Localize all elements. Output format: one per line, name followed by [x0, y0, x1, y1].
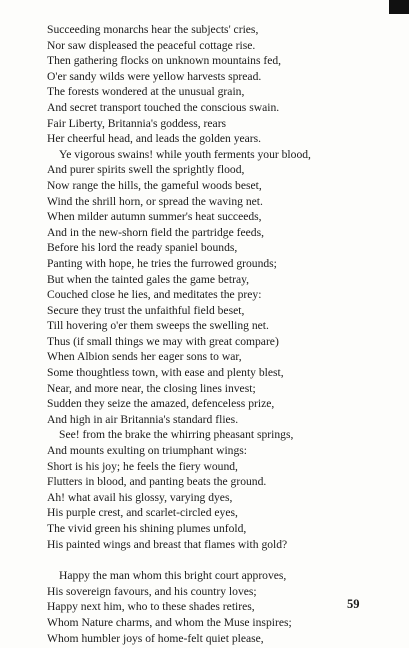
poem-line: And secret transport touched the conscious swain. [47, 100, 280, 114]
page-number: 59 [347, 597, 360, 611]
poem-line: Nor saw displeased the peaceful cottage rise. [47, 38, 256, 52]
poem-line: Near, and more near, the closing lines invest; [47, 381, 256, 395]
poem-line: Then gathering flocks on unknown mountains fed, [47, 54, 282, 68]
poem-line: Wind the shrill horn, or spread the waving net. [47, 194, 263, 208]
poem-line: And mounts exulting on triumphant wings: [47, 444, 247, 458]
poem-line: And purer spirits swell the sprightly flood, [47, 163, 245, 177]
poem-line: Flutters in blood, and panting beats the ground. [47, 475, 267, 489]
poem-line: Panting with hope, he tries the furrowed grounds; [47, 256, 277, 270]
poem-line: Whom Nature charms, and whom the Muse inspires; [47, 615, 292, 629]
stanza-break [47, 552, 387, 568]
poem-line: His sovereign favours, and his country loves; [47, 584, 257, 598]
poem-line: Short is his joy; he feels the fiery wound, [47, 459, 238, 473]
poem-line: Sudden they seize the amazed, defenceless prize, [47, 397, 275, 411]
poem-line: Succeeding monarchs hear the subjects' cries, [47, 23, 259, 36]
poem-line: Secure they trust the unfaithful field beset, [47, 303, 245, 317]
poem-line: Fair Liberty, Britannia's goddess, rears [47, 116, 227, 130]
poem-line: His purple crest, and scarlet-circled eyes, [47, 506, 238, 520]
poem-line: Ye vigorous swains! while youth ferments your blood, [59, 147, 311, 161]
poem-line: Thus (if small things we may with great compare) [47, 334, 279, 348]
poem-line: Some thoughtless town, with ease and plenty blest, [47, 366, 284, 380]
poem-line: Before his lord the ready spaniel bounds, [47, 241, 238, 255]
poem-line: Now range the hills, the gameful woods beset, [47, 178, 262, 192]
poem-line: Till hovering o'er them sweeps the swelling net. [47, 319, 269, 333]
poem-line: Happy the man whom this bright court approves, [59, 569, 287, 583]
poem-line: The vivid green his shining plumes unfold, [47, 522, 247, 535]
poem-line: See! from the brake the whirring pheasant springs, [59, 428, 294, 442]
poem-line: And high in air Britannia's standard flies. [47, 412, 239, 426]
poem-line: When Albion sends her eager sons to war, [47, 350, 242, 364]
poem-line: When milder autumn summer's heat succeeds, [47, 210, 262, 224]
poem-line: The forests wondered at the unusual grain, [47, 85, 245, 99]
poem-line: And in the new-shorn field the partridge feeds, [47, 225, 264, 239]
poem-line: Happy next him, who to these shades retires, [47, 600, 255, 614]
page-edge-mark [389, 0, 409, 14]
poem-line: Her cheerful head, and leads the golden years. [47, 132, 262, 146]
poem-line: Ah! what avail his glossy, varying dyes, [47, 490, 233, 504]
poem-line: His painted wings and breast that flames with gold? [47, 537, 288, 551]
poem-line: Whom humbler joys of home-felt quiet please, [47, 631, 264, 645]
poem-text [47, 22, 387, 646]
poem-line: Couched close he lies, and meditates the prey: [47, 288, 262, 302]
poem-line: But when the tainted gales the game betray, [47, 272, 250, 286]
poem-line: O'er sandy wilds were yellow harvests spread. [47, 69, 262, 83]
